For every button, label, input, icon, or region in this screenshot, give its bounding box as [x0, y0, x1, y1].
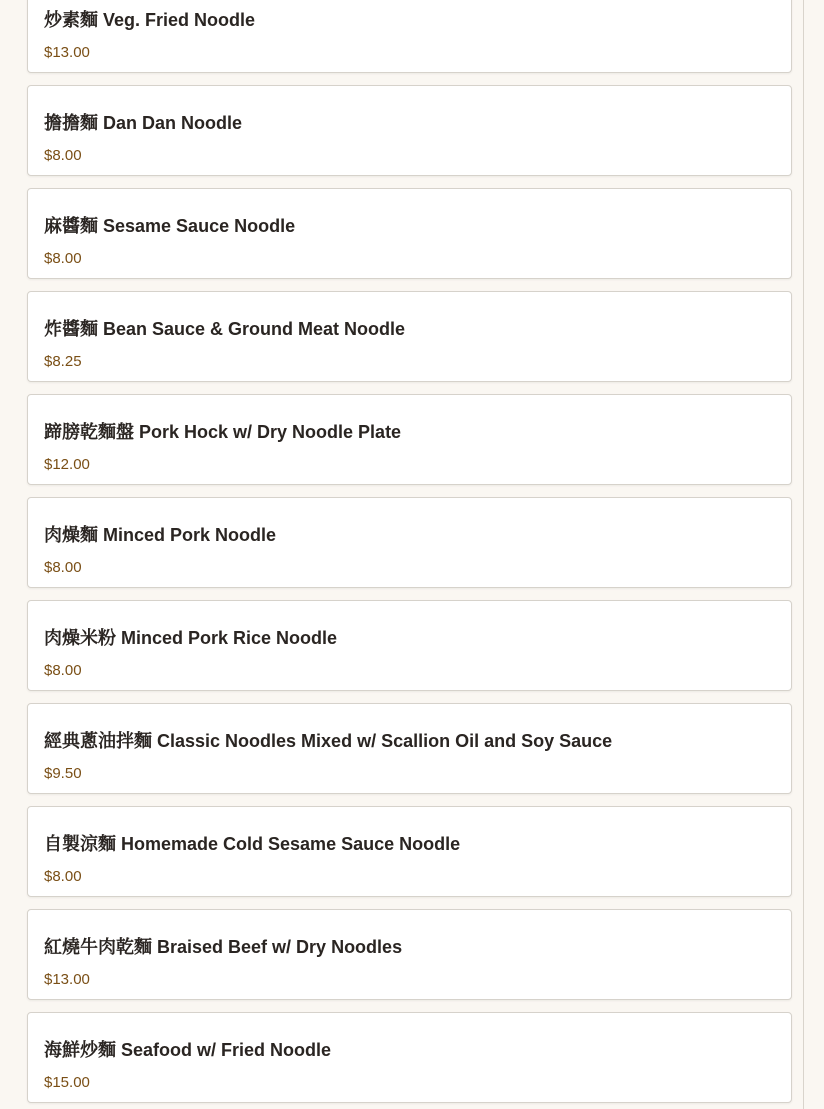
menu-item-name: 海鮮炒麵 Seafood w/ Fried Noodle: [44, 1040, 332, 1060]
menu-item-name: 經典蔥油拌麵 Classic Noodles Mixed w/ Scallion Oil and Soy Sauce: [44, 731, 613, 751]
menu-item-price: $8.25: [44, 353, 82, 370]
menu-item-pork-hock-noodle[interactable]: [27, 394, 792, 485]
menu-item-price: $8.00: [44, 250, 82, 267]
menu-item-veg-fried-noodle[interactable]: [27, 0, 792, 73]
menu-item-name: 紅燒牛肉乾麵 Braised Beef w/ Dry Noodles: [44, 937, 403, 957]
menu-item-braised-beef-dry-noodles[interactable]: [27, 909, 792, 1000]
menu-item-minced-pork-noodle[interactable]: [27, 497, 792, 588]
menu-item-price: $12.00: [44, 456, 90, 473]
menu-item-price: $9.50: [44, 765, 82, 782]
menu-item-price: $15.00: [44, 1074, 90, 1091]
menu-item-dan-dan-noodle[interactable]: [27, 85, 792, 176]
menu-item-name: 自製涼麵 Homemade Cold Sesame Sauce Noodle: [44, 834, 461, 854]
menu-item-price: $13.00: [44, 971, 90, 988]
menu-item-name: 肉燥麵 Minced Pork Noodle: [44, 525, 277, 545]
menu-item-price: $8.00: [44, 559, 82, 576]
menu-item-cold-sesame-noodle[interactable]: [27, 806, 792, 897]
menu-item-name: 炒素麵 Veg. Fried Noodle: [44, 10, 256, 30]
menu-item-list: [27, 0, 792, 1109]
menu-item-bean-sauce-noodle[interactable]: [27, 291, 792, 382]
menu-item-price: $8.00: [44, 662, 82, 679]
menu-item-seafood-fried-noodle[interactable]: [27, 1012, 792, 1103]
menu-item-price: $8.00: [44, 147, 82, 164]
menu-item-scallion-oil-noodles[interactable]: [27, 703, 792, 794]
menu-item-minced-pork-rice-noodle[interactable]: [27, 600, 792, 691]
menu-item-price: $13.00: [44, 44, 90, 61]
menu-item-name: 麻醬麵 Sesame Sauce Noodle: [44, 216, 296, 236]
menu-item-sesame-sauce-noodle[interactable]: [27, 188, 792, 279]
menu-item-name: 炸醬麵 Bean Sauce & Ground Meat Noodle: [44, 319, 406, 339]
menu-item-name: 肉燥米粉 Minced Pork Rice Noodle: [44, 628, 338, 648]
menu-item-name: 蹄膀乾麵盤 Pork Hock w/ Dry Noodle Plate: [44, 422, 402, 442]
menu-item-name: 擔擔麵 Dan Dan Noodle: [44, 113, 243, 133]
menu-item-price: $8.00: [44, 868, 82, 885]
